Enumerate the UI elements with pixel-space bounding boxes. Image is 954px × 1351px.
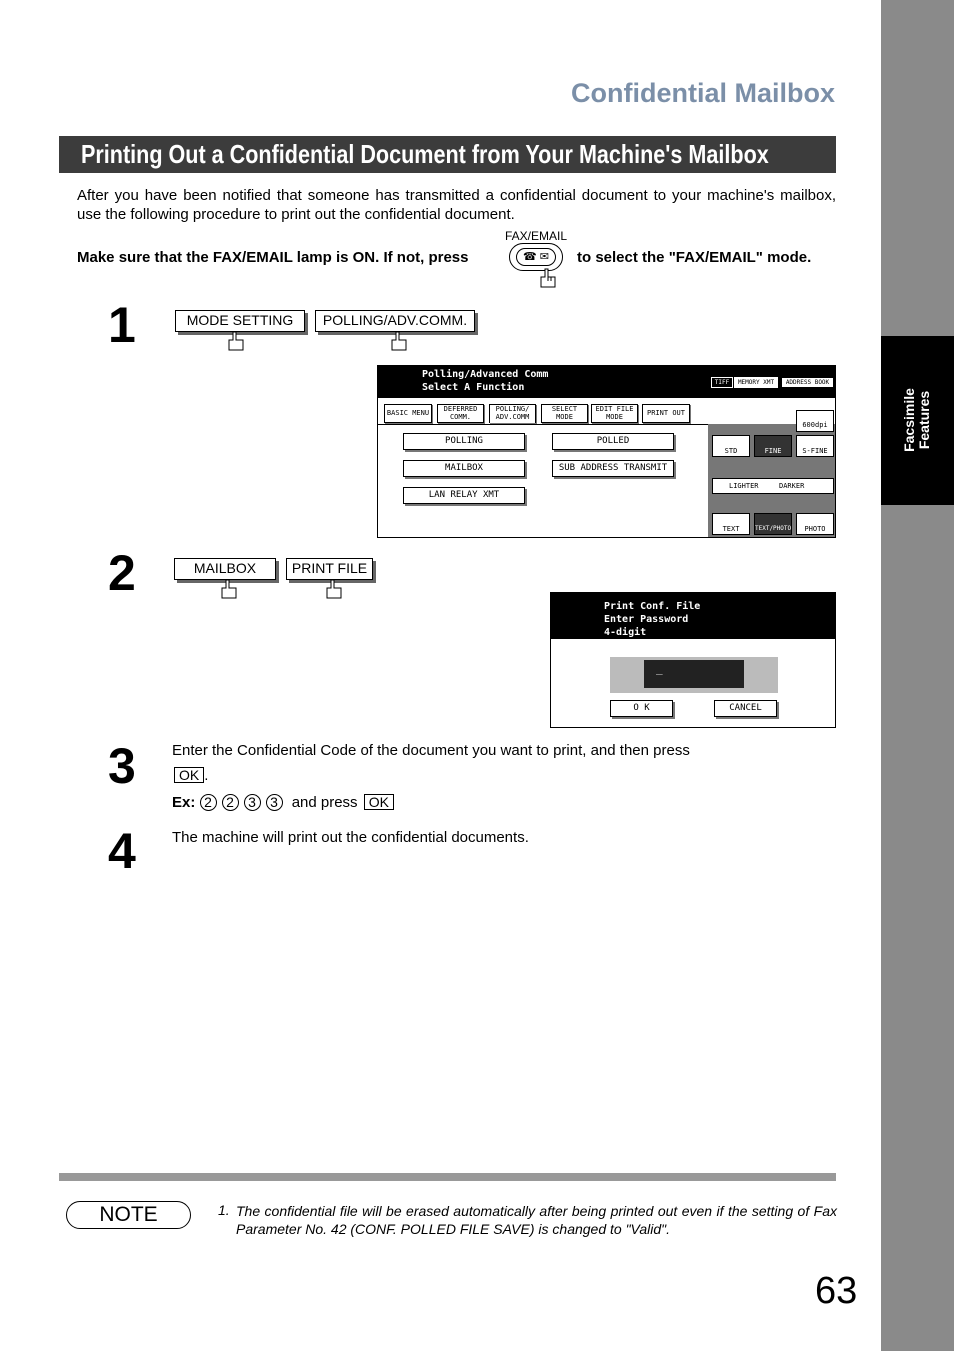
screen-header: Print Conf. File Enter Password 4-digit [551,593,836,639]
original-photo[interactable]: PHOTO [796,513,834,535]
digit-key: 2 [200,794,217,811]
resolution-fine[interactable]: FINE [754,435,792,457]
tab-deferred-comm[interactable]: DEFERRED COMM. [437,404,484,423]
resolution-600dpi[interactable]: 600dpi [796,410,834,432]
original-text[interactable]: TEXT [712,513,750,535]
screen-header: Polling/Advanced Comm Select A Function [378,366,836,398]
contrast-lighter: LIGHTER [729,482,759,490]
fax-email-key-label: FAX/EMAIL [505,229,568,243]
step-3-ok-line: OK . [172,767,208,784]
mailbox-key-button[interactable]: MAILBOX [174,558,276,580]
tab-select-mode[interactable]: SELECT MODE [541,404,588,423]
step-3-example: Ex: 2 2 3 3 and press OK [172,794,394,811]
intro-paragraph: After you have been notified that someone has transmitted a confidential document to your machine's mailbox, use the following procedure to print out the confidential document. [77,187,836,223]
lamp-instruction: Make sure that the FAX/EMAIL lamp is ON. If not, press [77,249,469,266]
hand-press-icon [225,331,247,351]
page-number: 63 [815,1270,858,1312]
tab-basic-menu[interactable]: BASIC MENU [384,404,432,423]
step-number-2: 2 [108,545,136,601]
note-number: 1. [218,1202,230,1218]
password-screen [550,592,836,728]
polled-button[interactable]: POLLED [552,433,674,450]
cancel-button[interactable]: CANCEL [714,700,777,717]
note-divider [59,1173,836,1181]
password-input[interactable]: _ [644,660,744,688]
tiff-tag[interactable]: TIFF [711,377,733,388]
fax-email-key[interactable] [509,243,563,271]
step-4-text: The machine will print out the confidential documents. [172,829,529,846]
digit-key: 3 [244,794,261,811]
polling-button[interactable]: POLLING [403,433,525,450]
step-3-text: Enter the Confidential Code of the document you want to print, and then press [172,742,690,759]
lan-relay-xmt-button[interactable]: LAN RELAY XMT [403,487,525,504]
hand-press-icon [218,579,240,599]
note-badge: NOTE [66,1201,191,1229]
fax-email-icon: ☎ ✉ [516,248,556,266]
polling-screen [377,365,836,538]
tab-print-out[interactable]: PRINT OUT [642,404,690,423]
tab-edit-file-mode[interactable]: EDIT FILE MODE [591,404,638,423]
lamp-instruction-end: to select the "FAX/EMAIL" mode. [577,249,812,266]
memory-xmt-tag[interactable]: MEMORY XMT [734,377,778,388]
contrast-darker: DARKER [779,482,805,490]
step-number-3: 3 [108,738,136,794]
resolution-s-fine[interactable]: S-FINE [796,435,834,457]
address-book-tag[interactable]: ADDRESS BOOK [781,377,834,388]
side-bar [881,0,954,1351]
side-tab-label: Facsimile Features [901,388,932,452]
resolution-std[interactable]: STD [712,435,750,457]
ok-key: OK [364,794,394,810]
original-text-photo[interactable]: TEXT/PHOTO [754,513,792,535]
print-file-button[interactable]: PRINT FILE [286,558,373,580]
page-title: Printing Out a Confidential Document from Your Machine's Mailbox [81,139,769,169]
ok-button[interactable]: O K [610,700,673,717]
tab-polling-adv-comm[interactable]: POLLING/ ADV.COMM [489,404,536,423]
tab-divider [378,424,708,425]
step-number-4: 4 [108,823,136,879]
section-title: Confidential Mailbox [570,78,835,108]
hand-press-icon [388,331,410,351]
hand-press-icon [537,268,559,288]
note-text: The confidential file will be erased automatically after being printed out even if the setting of Fax Parameter No. 42 (CONF. POLLED FILE SAVE) is changed to "Valid". [236,1203,837,1237]
hand-press-icon [323,579,345,599]
mailbox-button[interactable]: MAILBOX [403,460,525,477]
contrast-slider[interactable] [712,478,834,494]
mode-setting-button[interactable]: MODE SETTING [175,310,305,332]
digit-key: 2 [222,794,239,811]
step-number-1: 1 [108,297,136,353]
digit-key: 3 [266,794,283,811]
sub-address-transmit-button[interactable]: SUB ADDRESS TRANSMIT [552,460,674,477]
polling-adv-comm-button[interactable]: POLLING/ADV.COMM. [315,310,475,332]
ok-key[interactable]: OK [174,767,204,783]
